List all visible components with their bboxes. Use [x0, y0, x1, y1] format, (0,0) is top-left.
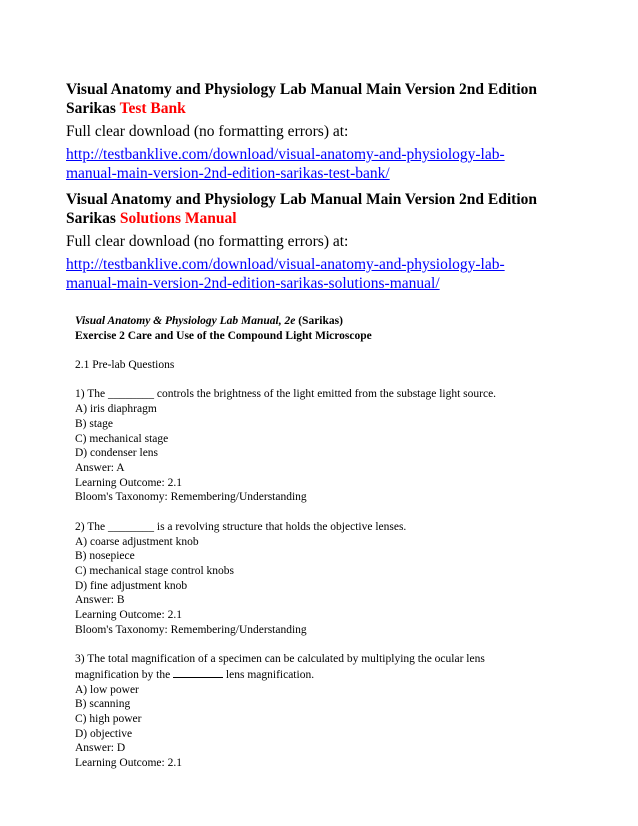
test-bank-text: Full clear download (no formatting errors) at: — [66, 123, 349, 140]
question-text: 2) The ________ is a revolving structure that holds the objective lenses. — [75, 520, 407, 533]
solutions-manual-promo — [66, 190, 576, 293]
answer: Answer: D — [75, 742, 126, 755]
answer-blank — [173, 667, 223, 678]
solutions-manual-link[interactable]: http://testbanklive.com/download/visual-anatomy-and-physiology-lab- manual-main-version-2nd-edition-sarikas-solutions-manual/ — [66, 256, 505, 292]
answer: Answer: A — [75, 462, 125, 474]
solutions-manual-text: Full clear download (no formatting errors) at: — [66, 233, 349, 250]
option-a: A) iris diaphragm — [75, 403, 157, 416]
test-bank-promo — [66, 80, 576, 183]
solutions-manual-title: Visual Anatomy and Physiology Lab Manual Main Version 2nd Edition Sarikas Solutions Manual — [66, 191, 538, 227]
question-2 — [75, 520, 565, 638]
answer: Answer: B — [75, 594, 125, 607]
option-d: D) objective — [75, 727, 133, 740]
option-a: A) low power — [75, 683, 139, 696]
solutions-manual-label: Solutions Manual — [119, 210, 237, 227]
question-1 — [75, 387, 565, 505]
question-text: 1) The ________ controls the brightness of the light emitted from the substage light source. — [75, 388, 497, 401]
option-b: B) scanning — [75, 698, 131, 711]
test-bank-title: Visual Anatomy and Physiology Lab Manual Main Version 2nd Edition Sarikas Test Bank — [66, 81, 538, 117]
book-header: Visual Anatomy & Physiology Lab Manual, 2e (Sarikas) — [75, 315, 343, 327]
question-text: 3) The total magnification of a specimen can be calculated by multiplying the ocular lens — [75, 653, 485, 666]
option-c: C) high power — [75, 712, 142, 725]
option-b: B) stage — [75, 417, 114, 430]
question-3 — [75, 652, 565, 771]
blooms-taxonomy: Bloom's Taxonomy: Remembering/Understanding — [75, 491, 307, 504]
option-a: A) coarse adjustment knob — [75, 535, 199, 548]
option-c: C) mechanical stage control knobs — [75, 564, 235, 577]
option-b: B) nosepiece — [75, 550, 135, 563]
question-text-cont: magnification by the lens magnification. — [75, 668, 315, 681]
learning-outcome: Learning Outcome: 2.1 — [75, 476, 182, 489]
option-d: D) fine adjustment knob — [75, 579, 188, 592]
option-d: D) condenser lens — [75, 447, 159, 460]
section-title: 2.1 Pre-lab Questions — [75, 359, 175, 372]
learning-outcome: Learning Outcome: 2.1 — [75, 609, 182, 622]
exercise-title: Exercise 2 Care and Use of the Compound Light Microscope — [75, 329, 372, 342]
test-bank-label: Test Bank — [119, 100, 186, 117]
option-c: C) mechanical stage — [75, 432, 169, 445]
test-bank-link[interactable]: http://testbanklive.com/download/visual-anatomy-and-physiology-lab- manual-main-version-2nd-edition-sarikas-test-bank/ — [66, 146, 505, 182]
lab-manual-excerpt — [75, 314, 565, 771]
blooms-taxonomy: Bloom's Taxonomy: Remembering/Understanding — [75, 623, 307, 636]
learning-outcome: Learning Outcome: 2.1 — [75, 757, 182, 770]
